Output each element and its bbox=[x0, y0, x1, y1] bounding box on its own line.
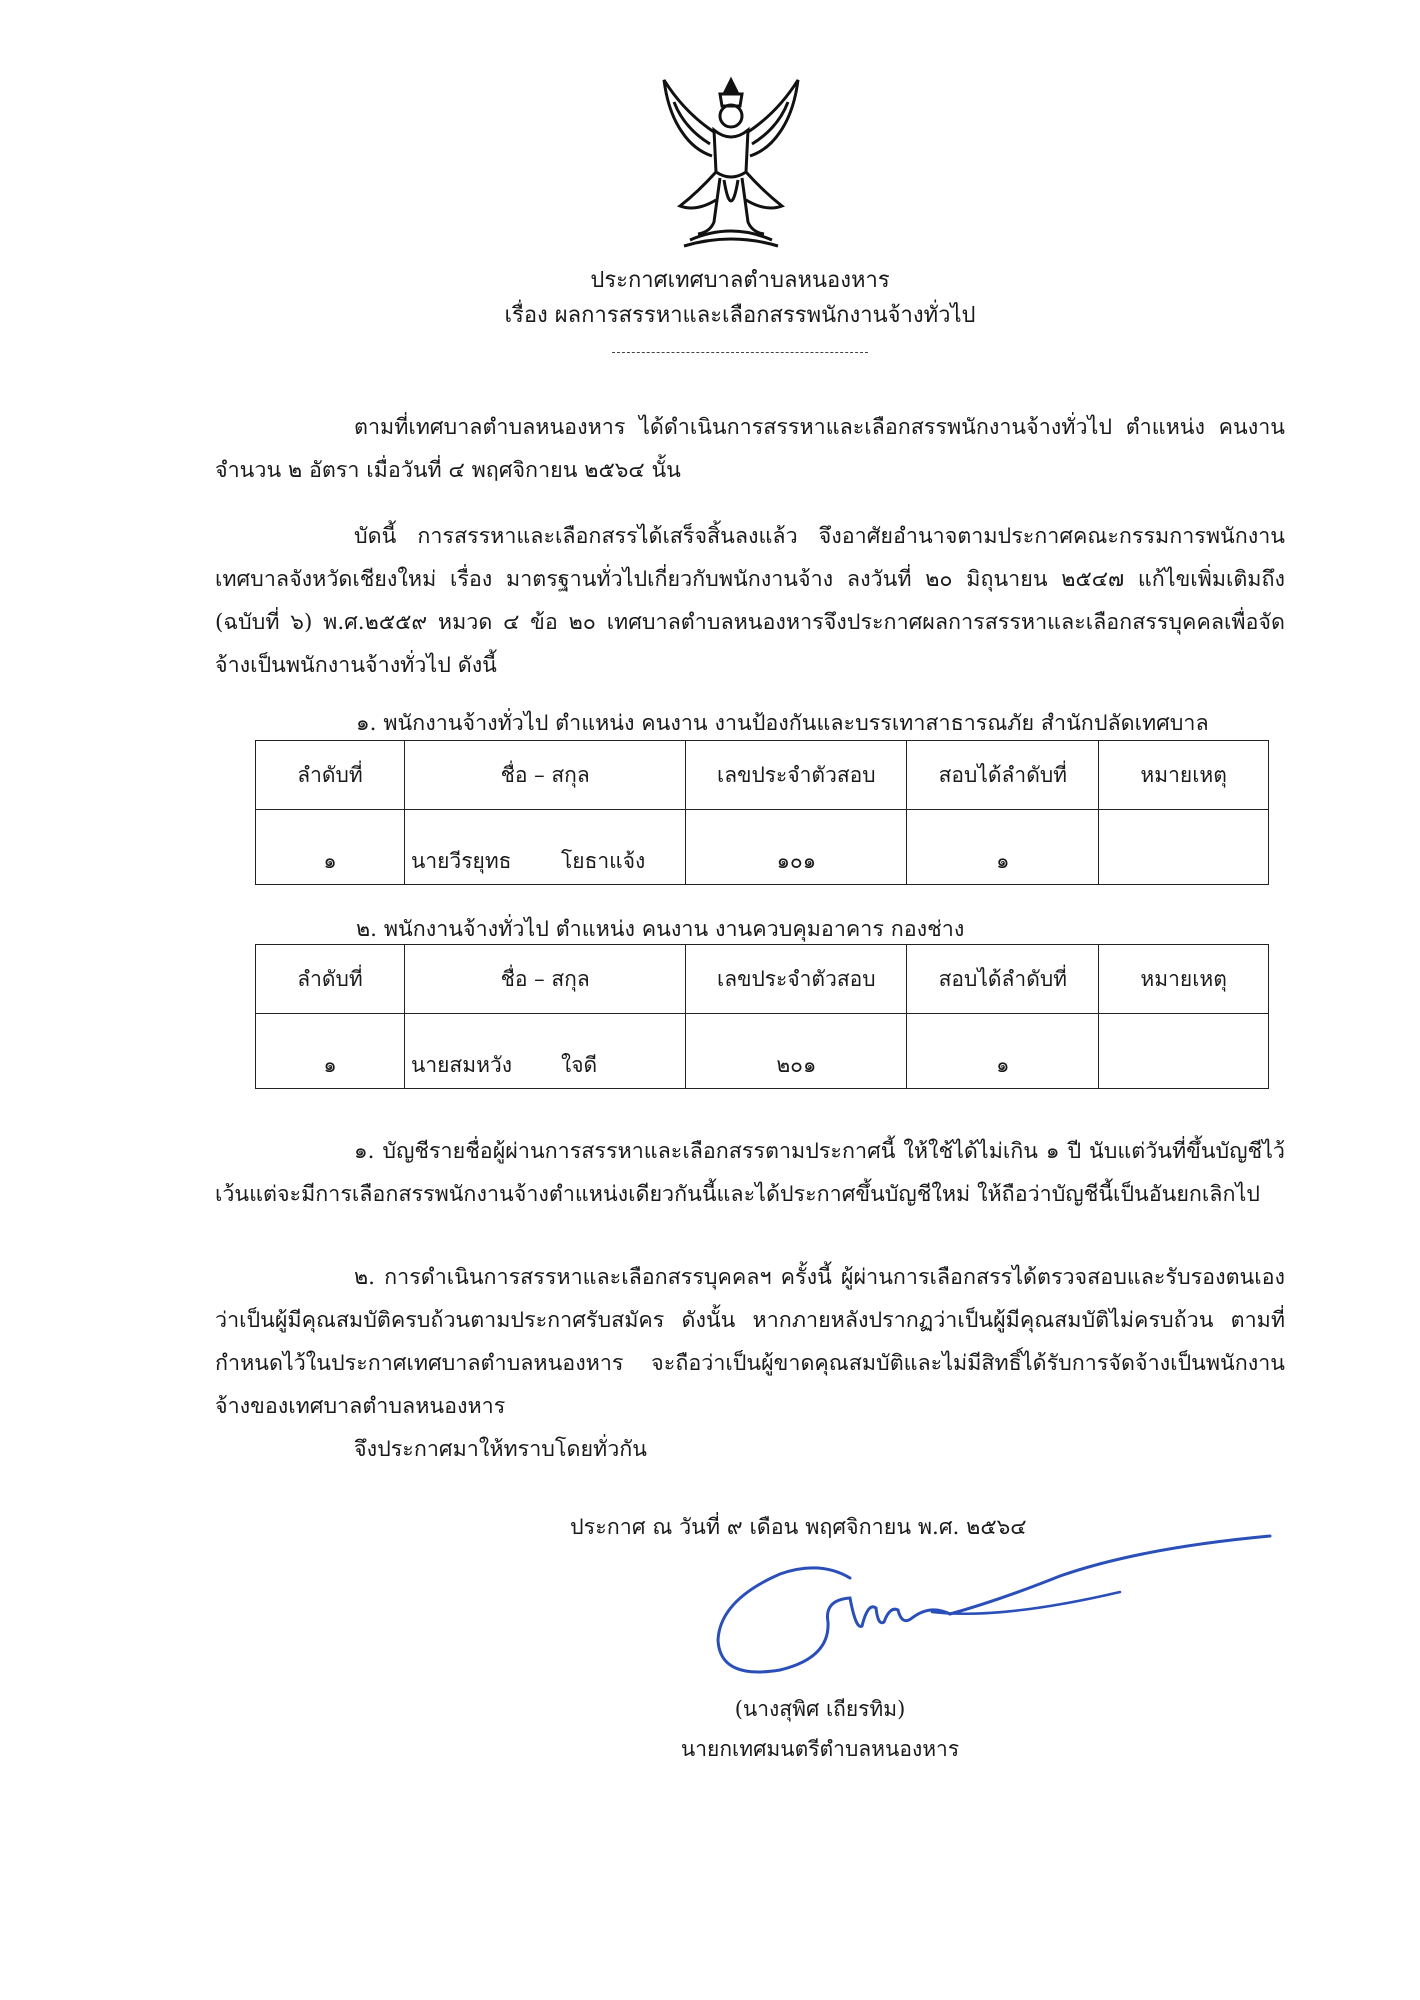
announcement-title: ประกาศเทศบาลตำบลหนองหาร bbox=[590, 268, 890, 293]
header-exam-id: เลขประจำตัวสอบ bbox=[686, 945, 907, 1014]
cell-exam-id: ๑๐๑ bbox=[686, 810, 907, 885]
last-name: ใจดี bbox=[560, 1053, 598, 1077]
cell-order: ๑ bbox=[256, 810, 405, 885]
garuda-emblem-icon bbox=[654, 72, 808, 252]
first-name: นายวีรยุทธ bbox=[410, 849, 512, 873]
header-remark: หมายเหตุ bbox=[1099, 945, 1269, 1014]
cell-order: ๑ bbox=[256, 1014, 405, 1089]
table-row bbox=[256, 1014, 1269, 1089]
last-name: โยธาแจ้ง bbox=[560, 849, 646, 873]
header-remark: หมายเหตุ bbox=[1099, 741, 1269, 810]
authority-paragraph: บัดนี้ การสรรหาและเลือกสรรได้เสร็จสิ้นลงแล้ว จึงอาศัยอำนาจตามประกาศคณะกรรมการพนักงานเทศบาลจังหวัดเชียงใหม่ เรื่อง มาตรฐานทั่วไปเกี่ยวกับพนักงานจ้าง ลงวันที่ ๒๐ มิถุนายน ๒๕๔๗ แก้ไขเพิ่มเติมถึง (ฉบับที่ ๖) พ.ศ.๒๕๕๙ หมวด ๔ ข้อ ๒๐ เทศบาลตำบลหนองหารจึงประกาศผลการสรรหาและเลือกสรรบุคคลเพื่อจัดจ้างเป็นพนักงานจ้างทั่วไป ดังนี้ bbox=[215, 524, 1285, 678]
header-rank: สอบได้ลำดับที่ bbox=[907, 945, 1099, 1014]
handwritten-signature-icon bbox=[700, 1530, 1280, 1690]
table-header-row bbox=[256, 945, 1269, 1014]
cell-remark bbox=[1099, 810, 1269, 885]
title-divider bbox=[612, 352, 868, 353]
cell-name bbox=[404, 1014, 685, 1089]
announcement-subject: เรื่อง ผลการสรรหาและเลือกสรรพนักงานจ้างทั่วไป bbox=[504, 303, 976, 328]
table-header-row bbox=[256, 741, 1269, 810]
header-order: ลำดับที่ bbox=[256, 741, 405, 810]
header-exam-id: เลขประจำตัวสอบ bbox=[686, 741, 907, 810]
first-name: นายสมหวัง bbox=[410, 1053, 512, 1077]
section-2-heading: ๒. พนักงานจ้างทั่วไป ตำแหน่ง คนงาน งานควบคุมอาคาร กองช่าง bbox=[356, 917, 965, 942]
note-1-paragraph: ๑. บัญชีรายชื่อผู้ผ่านการสรรหาและเลือกสรรตามประกาศนี้ ให้ใช้ได้ไม่เกิน ๑ ปี นับแต่วันที่ขึ้นบัญชีไว้ เว้นแต่จะมีการเลือกสรรพนักงานจ้างตำแหน่งเดียวกันนี้และได้ประกาศขึ้นบัญชีใหม่ ให้ถือว่าบัญชีนี้เป็นอันยกเลิกไป bbox=[215, 1139, 1285, 1207]
announcement-date: ประกาศ ณ วันที่ ๙ เดือน พฤศจิกายน พ.ศ. ๒๕๖๔ bbox=[570, 1515, 1027, 1540]
cell-remark bbox=[1099, 1014, 1269, 1089]
result-table-1 bbox=[255, 740, 1269, 885]
note-2-paragraph: ๒. การดำเนินการสรรหาและเลือกสรรบุคคลฯ ครั้งนี้ ผู้ผ่านการเลือกสรรได้ตรวจสอบและรับรองตนเองว่าเป็นผู้มีคุณสมบัติครบถ้วนตามประกาศรับสมัคร ดังนั้น หากภายหลังปรากฏว่าเป็นผู้มีคุณสมบัติไม่ครบถ้วน ตามที่กำหนดไว้ในประกาศเทศบาลตำบลหนองหาร จะถือว่าเป็นผู้ขาดคุณสมบัติและไม่มีสิทธิ์ได้รับการจัดจ้างเป็นพนักงานจ้างของเทศบาลตำบลหนองหาร bbox=[215, 1265, 1285, 1419]
closing-line: จึงประกาศมาให้ทราบโดยทั่วกัน bbox=[354, 1437, 648, 1462]
table-row bbox=[256, 810, 1269, 885]
header-name: ชื่อ – สกุล bbox=[404, 945, 685, 1014]
header-name: ชื่อ – สกุล bbox=[404, 741, 685, 810]
signer-position: นายกเทศมนตรีตำบลหนองหาร bbox=[680, 1737, 960, 1761]
signer-name: (นางสุพิศ เถียรทิม) bbox=[734, 1697, 906, 1721]
intro-paragraph: ตามที่เทศบาลตำบลหนองหาร ได้ดำเนินการสรรหาและเลือกสรรพนักงานจ้างทั่วไป ตำแหน่ง คนงาน จำนวน ๒ อัตรา เมื่อวันที่ ๔ พฤศจิกายน ๒๕๖๔ นั้น bbox=[215, 415, 1285, 483]
cell-rank: ๑ bbox=[907, 810, 1099, 885]
header-rank: สอบได้ลำดับที่ bbox=[907, 741, 1099, 810]
cell-exam-id: ๒๐๑ bbox=[686, 1014, 907, 1089]
result-table-2 bbox=[255, 944, 1269, 1089]
section-1-heading: ๑. พนักงานจ้างทั่วไป ตำแหน่ง คนงาน งานป้องกันและบรรเทาสาธารณภัย สำนักปลัดเทศบาล bbox=[356, 711, 1209, 736]
cell-rank: ๑ bbox=[907, 1014, 1099, 1089]
cell-name bbox=[404, 810, 685, 885]
header-order: ลำดับที่ bbox=[256, 945, 405, 1014]
